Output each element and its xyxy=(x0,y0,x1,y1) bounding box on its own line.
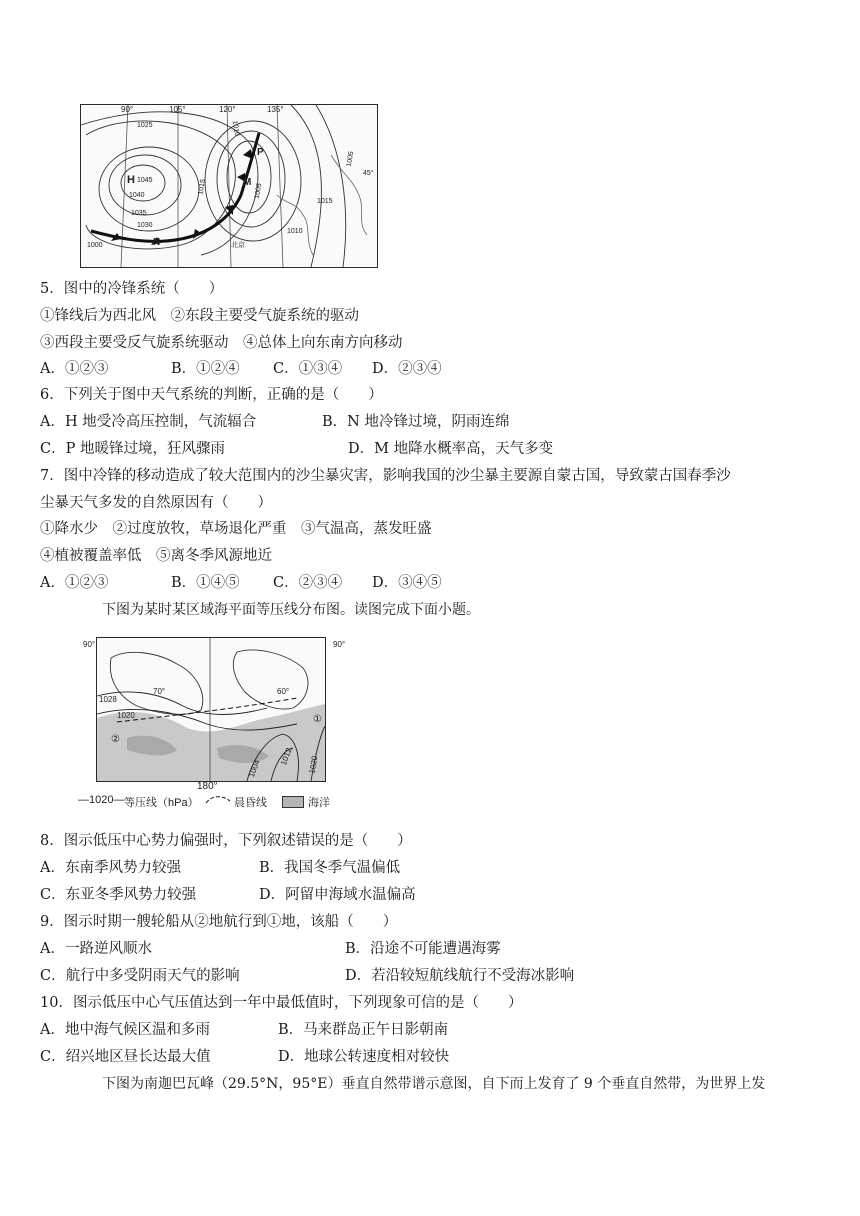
map2-isobar-1004: 1004 xyxy=(247,758,262,779)
q5-statements-2: ③西段主要受反气旋系统驱动 ④总体上向东南方向移动 xyxy=(40,335,403,351)
map1-isobar-1030: 1030 xyxy=(137,222,153,229)
intro-map-2: 下图为某时某区域海平面等压线分布图。读图完成下面小题。 xyxy=(102,602,480,618)
q10-option-b[interactable]: B．马来群岛正午日影朝南 xyxy=(278,1022,449,1038)
q9-option-b[interactable]: B．沿途不可能遭遇海雾 xyxy=(345,941,501,957)
intro-figure-3: 下图为南迦巴瓦峰（29.5°N，95°E）垂直自然带谱示意图，自下而上发育了 9 个垂直自然带，为世界上发 xyxy=(102,1076,766,1092)
map1-lon-135: 135° xyxy=(267,105,284,114)
map1-isobar-1005: 1005 xyxy=(253,182,264,200)
q8-option-d[interactable]: D．阿留申海域水温偏高 xyxy=(259,887,416,903)
q7-stem-line-2: 尘暴天气多发的自然原因有（ ） xyxy=(40,495,272,511)
q7-option-d[interactable]: D．③④⑤ xyxy=(372,575,442,591)
map1-point-P: P xyxy=(257,147,264,158)
legend-terminator-label: 晨昏线 xyxy=(234,797,267,809)
legend-ocean-swatch xyxy=(282,796,304,808)
q9-stem: 9．图示时期一艘轮船从②地航行到①地，该船（ ） xyxy=(40,914,398,930)
q7-option-c[interactable]: C．②③④ xyxy=(273,575,343,591)
legend-terminator-symbol xyxy=(204,791,232,810)
q8-stem: 8．图示低压中心势力偏强时，下列叙述错误的是（ ） xyxy=(40,833,412,849)
q5-statements-1: ①锋线后为西北风 ②东段主要受气旋系统的驱动 xyxy=(40,308,359,324)
map2-lon-70: 70° xyxy=(153,687,166,696)
legend-isobar-label: 等压线（hPa） xyxy=(124,797,199,809)
q10-option-c[interactable]: C．绍兴地区昼长达最大值 xyxy=(40,1049,211,1065)
legend-ocean-label: 海洋 xyxy=(308,797,330,809)
legend-isobar-sample: —1020— xyxy=(78,794,125,806)
map1-isobar-1040: 1040 xyxy=(129,192,145,199)
q5-stem: 5．图中的冷锋系统（ ） xyxy=(40,281,224,297)
q7-option-a[interactable]: A．①②③ xyxy=(40,575,109,591)
map1-isobar-1010-s: 1010 xyxy=(287,228,303,235)
q8-option-c[interactable]: C．东亚冬季风势力较强 xyxy=(40,887,197,903)
q7-option-b[interactable]: B．①④⑤ xyxy=(171,575,240,591)
map1-isobar-1025: 1025 xyxy=(137,122,153,129)
q7-statements-1: ①降水少 ②过度放牧，草场退化严重 ③气温高，蒸发旺盛 xyxy=(40,521,432,537)
map1-point-M: M xyxy=(243,177,252,188)
map1-isobar-1010-n: 1010 xyxy=(230,120,241,137)
q9-option-d[interactable]: D．若沿较短航线航行不受海冰影响 xyxy=(345,968,575,984)
map1-lon-90: 90° xyxy=(121,105,134,114)
q7-statements-2: ④植被覆盖率低 ⑤离冬季风源地近 xyxy=(40,548,272,564)
pressure-map-2-svg xyxy=(83,638,346,781)
q6-stem: 6．下列关于图中天气系统的判断，正确的是（ ） xyxy=(40,387,383,403)
q10-option-d[interactable]: D．地球公转速度相对较快 xyxy=(278,1049,450,1065)
map1-isobar-1000: 1000 xyxy=(87,242,103,249)
map1-high-value: 1045 xyxy=(137,177,153,184)
map2-legend xyxy=(78,791,368,811)
q9-option-a[interactable]: A．一路逆风顺水 xyxy=(40,941,152,957)
q10-option-a[interactable]: A．地中海气候区温和多雨 xyxy=(40,1022,210,1038)
map1-isobar-1015-w: 1015 xyxy=(197,178,207,196)
map2-isobar-1012: 1012 xyxy=(279,746,294,767)
map1-isobar-1005-e: 1005 xyxy=(345,150,356,168)
map2-isobar-1028: 1028 xyxy=(99,695,117,704)
terminator-dash-icon xyxy=(204,791,232,807)
map1-isobar-1015-e: 1015 xyxy=(317,198,333,205)
q6-option-a[interactable]: A．H 地受冷高压控制，气流辐合 xyxy=(40,414,257,430)
map2-isobar-1020-w: 1020 xyxy=(117,711,135,720)
map2-point-2: ② xyxy=(111,734,120,745)
q5-option-d[interactable]: D．②③④ xyxy=(372,361,442,377)
q5-option-c[interactable]: C．①③④ xyxy=(273,361,343,377)
q6-option-b[interactable]: B．N 地冷锋过境，阴雨连绵 xyxy=(322,414,510,430)
q6-option-c[interactable]: C．P 地暖锋过境，狂风骤雨 xyxy=(40,441,225,457)
map2-lat-left: 90° xyxy=(83,640,96,649)
q9-option-c[interactable]: C．航行中多受阴雨天气的影响 xyxy=(40,968,240,984)
q5-option-a[interactable]: A．①②③ xyxy=(40,361,109,377)
map1-place-beijing: 北京 xyxy=(231,242,245,249)
q8-option-b[interactable]: B．我国冬季气温偏低 xyxy=(259,860,401,876)
q6-option-d[interactable]: D．M 地降水概率高，天气多变 xyxy=(348,441,554,457)
map2-lon-180: 180° xyxy=(197,781,218,792)
q5-option-b[interactable]: B．①②④ xyxy=(171,361,240,377)
q10-stem: 10．图示低压中心气压值达到一年中最低值时，下列现象可信的是（ ） xyxy=(40,995,523,1011)
map1-lon-120: 120° xyxy=(219,105,236,114)
map1-lon-105: 105° xyxy=(169,105,186,114)
q7-stem-line-1: 7．图中冷锋的移动造成了较大范围内的沙尘暴灾害，影响我国的沙尘暴主要源自蒙古国，导致蒙古国春季沙 xyxy=(40,468,731,484)
weather-map-1-svg xyxy=(81,105,377,267)
weather-map-1 xyxy=(80,104,378,268)
map1-lat-45: 45° xyxy=(363,170,374,177)
map2-lon-60: 60° xyxy=(277,687,290,696)
pressure-map-2 xyxy=(83,637,346,782)
map1-high-center: H xyxy=(127,174,135,186)
map2-lat-right: 90° xyxy=(333,640,346,649)
map1-point-N: N xyxy=(153,237,161,248)
map2-point-1: ① xyxy=(313,714,322,725)
map2-isobar-1020-e: 1020 xyxy=(307,755,320,775)
q8-option-a[interactable]: A．东南季风势力较强 xyxy=(40,860,181,876)
map1-isobar-1035: 1035 xyxy=(131,210,147,217)
